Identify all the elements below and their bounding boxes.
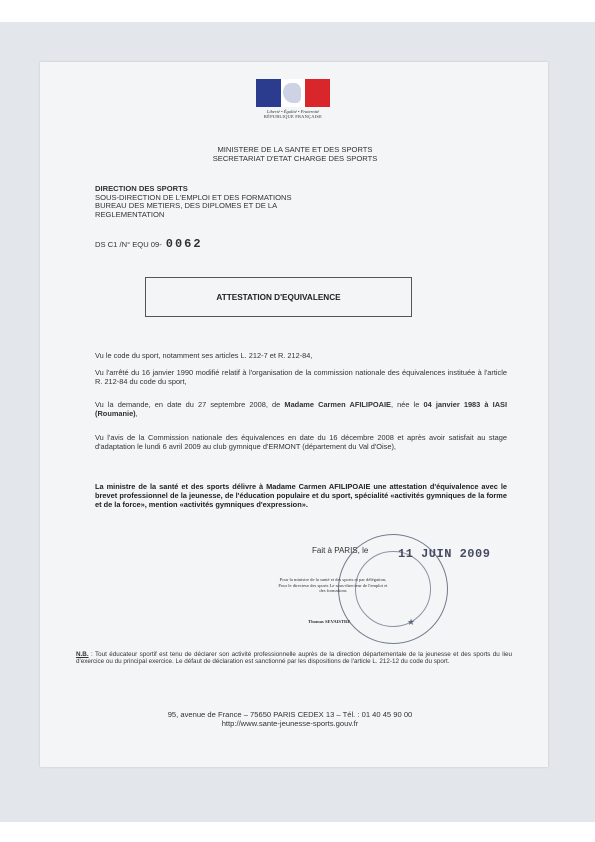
document-title-box <box>145 277 412 317</box>
ministry-line-2: SECRETARIAT D'ETAT CHARGE DES SPORTS <box>212 154 378 163</box>
reference-prefix: DS C1 /N° EQU 09- <box>95 240 162 249</box>
paragraph-avis-commission: Vu l'avis de la Commission nationale des équivalences en date du 16 décembre 2008 et après avoir satisfait au stage d'adaptation le lundi 6 avril 2009 au club gymnique d'ERMONT (département du Val d'Oise), <box>95 433 507 451</box>
birth-info: 04 janvier 1983 à IASI (Roumanie) <box>95 400 508 418</box>
reference-stamped-number: 0062 <box>165 237 203 251</box>
nota-bene-text: : Tout éducateur sportif est tenu de déclarer son activité professionnelle auprès de la direction départementale de la jeunesse et des sports du lieu d'exercice ou du principal exercice. Le défaut de déclaration est sanctionné par les dispositions de l'article L. 212-12 du code du sport. <box>76 651 512 666</box>
tricolor-flag-icon <box>256 79 330 107</box>
marianne-logo <box>256 79 330 119</box>
republic-motto: Liberté • Égalité • Fraternité <box>266 109 320 114</box>
footer <box>140 710 440 728</box>
ministry-line-1: MINISTERE DE LA SANTE ET DES SPORTS <box>217 145 373 154</box>
reference-number <box>95 237 203 251</box>
signer-name: Thomas SEVAISTRE <box>308 619 351 624</box>
stamped-date: 11 JUIN 2009 <box>398 547 491 561</box>
direction-title: DIRECTION DES SPORTS <box>95 184 188 193</box>
document-page <box>40 62 548 767</box>
paragraph-decision: La ministre de la santé et des sports délivre à Madame Carmen AFILIPOAIE une attestation d'équivalence avec le brevet professionnel de la jeunesse, de l'éducation populaire et du sport, spécialité «activités gymniques de la forme et de la force», mention «activités gymniques d'expression». <box>95 482 507 509</box>
done-at-place: Fait à PARIS, le <box>312 546 369 555</box>
delegation-text: Pour la ministre de la santé et des sports et par délégation, Pour le directeur des sports Le sous-directeur de l'emploi et des formations <box>278 577 388 593</box>
footer-address: 95, avenue de France – 75650 PARIS CEDEX 13 – Tél. : 01 40 45 90 00 <box>167 710 413 719</box>
paragraph-demande <box>95 400 507 418</box>
nota-bene <box>76 651 512 666</box>
direction-line-1: SOUS-DIRECTION DE L'EMPLOI ET DES FORMATIONS <box>95 192 292 202</box>
republic-name: RÉPUBLIQUE FRANÇAISE <box>263 114 323 119</box>
demande-text-born: , née le <box>390 400 424 409</box>
star-icon: ★ <box>407 617 416 627</box>
applicant-name: Madame Carmen AFILIPOAIE <box>284 400 391 409</box>
ministry-heading <box>160 145 430 163</box>
direction-line-3: REGLEMENTATION <box>95 210 165 220</box>
paragraph-code-du-sport: Vu le code du sport, notamment ses articles L. 212-7 et R. 212-84, <box>95 351 313 360</box>
document-title: ATTESTATION D'EQUIVALENCE <box>216 292 341 302</box>
direction-line-2: BUREAU DES METIERS, DES DIPLOMES ET DE LA <box>95 201 278 211</box>
paragraph-arrete: Vu l'arrêté du 16 janvier 1990 modifié relatif à l'organisation de la commission nationale des équivalences instituée à l'article R. 212-84 du code du sport, <box>95 368 507 386</box>
demande-text: Vu la demande, en date du 27 septembre 2008, de <box>95 400 285 409</box>
demande-text-end: , <box>135 409 138 418</box>
direction-block <box>95 185 355 220</box>
footer-url: http://www.sante-jeunesse-sports.gouv.fr <box>221 719 359 728</box>
nota-bene-label: N.B. <box>76 651 89 658</box>
